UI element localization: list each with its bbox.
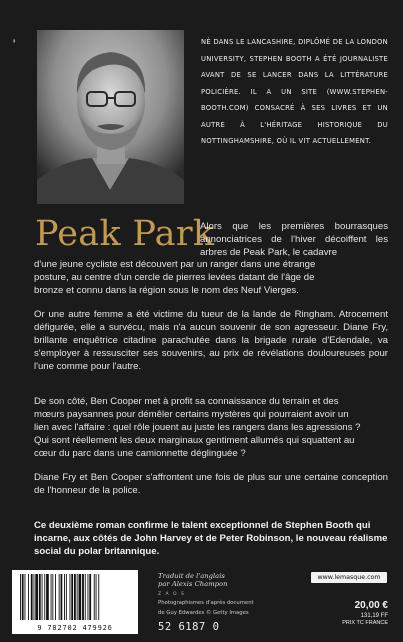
- book-title: Peak Park: [35, 214, 215, 254]
- summary-paragraph-1-top: Alors que les premières bourrasques annonciatrices de l'hiver décoiffent les arbres de Peak Park, le cadavre: [200, 221, 388, 258]
- summary-line: Qui sont réellement les deux marginaux gentiment allumés qui squattent au: [34, 435, 355, 446]
- barcode-bar: [66, 574, 67, 620]
- summary-line: De son côté, Ben Cooper met à profit sa connaissance du terrain et des: [34, 396, 339, 407]
- barcode-bar: [46, 574, 49, 620]
- author-photo: [37, 30, 184, 204]
- barcode-bar: [85, 574, 86, 620]
- barcode-bar: [22, 574, 24, 620]
- barcode-bar: [96, 574, 97, 620]
- barcode-bar: [74, 574, 76, 620]
- barcode-bar: [94, 574, 95, 620]
- barcode-bar: [89, 574, 91, 620]
- isbn-barcode: [12, 570, 138, 634]
- barcode-bar: [31, 574, 33, 620]
- barcode-bars: [18, 574, 132, 620]
- spine-mark: ▮: [13, 38, 16, 43]
- summary-line: cœur du parc dans une camionnette déglinguée ?: [34, 448, 246, 459]
- summary-line: mœurs paysannes pour démêler certains mystères qui pourraient avoir un: [34, 409, 349, 420]
- summary-paragraph-4: Diane Fry et Ben Cooper s'affrontent une fois de plus sur une certaine conception de l'honneur de la police.: [34, 472, 388, 496]
- closing-statement: Ce deuxième roman confirme le talent exceptionnel de Stephen Booth qui incarne, aux côtés de John Harvey et de Peter Robinson, le nouveau réalisme social du polar britannique.: [34, 520, 388, 557]
- photo-credit-line-2: de Guy Edwardes © Getty Images: [158, 610, 249, 616]
- summary-line: d'une jeune cycliste est découvert par un ranger dans une étrange: [34, 259, 316, 270]
- summary-line: lien avec l'affaire : quel rôle jouent au juste les rangers dans les agressions ?: [34, 422, 361, 433]
- barcode-bar: [28, 574, 29, 620]
- barcode-bar: [59, 574, 60, 620]
- author-portrait-image: [37, 30, 184, 204]
- barcode-bar: [34, 574, 35, 620]
- design-studio: Z A O S: [158, 592, 186, 597]
- barcode-bar: [35, 574, 38, 620]
- photo-credit-line-1: Photographismes d'après document: [158, 600, 254, 606]
- price-francs: 131,19 FF: [360, 613, 388, 619]
- barcode-bar: [42, 574, 43, 620]
- barcode-bar: [61, 574, 63, 620]
- summary-paragraph-1-rest: [34, 258, 388, 297]
- barcode-bar: [55, 574, 56, 620]
- barcode-bar: [79, 574, 82, 620]
- barcode-bar: [70, 574, 71, 620]
- summary-line: posture, au centre d'un cercle de pierres levées datant de l'âge de: [34, 272, 315, 283]
- product-code: 52 6187 0: [158, 621, 220, 633]
- author-bio: NÉ DANS LE LANCASHIRE, DIPLÔMÉ DE LA LONDON UNIVERSITY, STEPHEN BOOTH A ÉTÉ JOURNALISTE AVANT DE SE LANCER DANS LA LITTÉRATURE POLICIÈRE. IL A UN SITE (WWW.STEPHEN-BOOTH.COM) CONSACRÉ À SES LIVRES ET UN AUTRE À L'HÉRITAGE HISTORIQUE DU NOTTINGHAMSHIRE, OÙ IL VIT ACTUELLEMENT.: [201, 38, 388, 145]
- barcode-bar: [88, 574, 89, 620]
- summary-paragraph-2: Or une autre femme a été victime du tueur de la lande de Ringham. Atrocement défigurée, elle a survécu, mais n'a aucun souvenir de son agresseur. Diane Fry, brillante enquêtrice citadine parachutée dans la brigade rurale d'Edendale, va s'employer à ressusciter ses souvenirs, au prix de révélations douloureuses pour l'une comme pour l'autre.: [34, 309, 388, 372]
- barcode-bar: [64, 574, 65, 620]
- translation-credit-line-1: Traduit de l'anglais: [158, 572, 225, 580]
- price-note: PRIX TC FRANCE: [342, 620, 388, 626]
- barcode-bar: [77, 574, 78, 620]
- price-block: [340, 600, 388, 627]
- translation-credit-line-2: par Alexis Champon: [158, 580, 228, 588]
- summary-line: bronze et connu dans la région sous le nom des Neuf Vierges.: [34, 285, 299, 296]
- barcode-bar: [98, 574, 99, 620]
- barcode-bar: [39, 574, 41, 620]
- price-euro: 20,00 €: [354, 600, 388, 611]
- barcode-number: 9 782702 479926: [37, 624, 113, 632]
- barcode-bar: [52, 574, 53, 620]
- barcode-bar: [44, 574, 45, 620]
- barcode-bar: [25, 574, 26, 620]
- barcode-bar: [51, 574, 52, 620]
- summary-paragraph-3: [34, 395, 388, 460]
- credits-block: [158, 572, 278, 617]
- publisher-website: www.lemasque.com: [311, 572, 387, 583]
- barcode-bar: [20, 574, 21, 620]
- barcode-bar: [82, 574, 84, 620]
- barcode-bar: [71, 574, 73, 620]
